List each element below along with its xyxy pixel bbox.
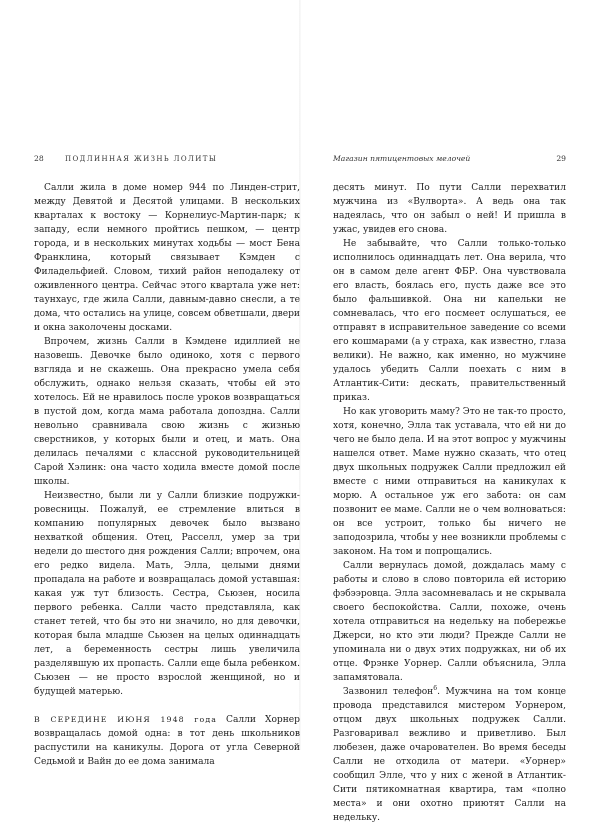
left-body-text <box>34 181 300 769</box>
left-running-title: ПОДЛИННАЯ ЖИЗНЬ ЛОЛИТЫ <box>65 155 218 163</box>
right-paragraph-4: Зазвонил телефон$^6$. Мужчина на том конце провода представился мистером Уорнером, отцом двух школьных подружек Салли. Разговаривал вежливо и приветливо. Был любезен, даже очарователен. Во время беседы Салли не отходила от матери. «Уорнер» сообщил Элле, что у них с женой в Атлантик-Сити пятикомнатная квартира, там «полно места» и они охотно приютят Салли на недельку. <box>333 684 566 823</box>
phone-rang-text: Зазвонил телефон <box>343 687 434 697</box>
right-body-text <box>333 181 566 825</box>
section-lead-rest: Салли Хорнер возвращалась домой одна: в тот день школьников распустили на каникулы. Дорога от угла Северной Седьмой и Вайн до ее дома занимала <box>34 715 301 767</box>
left-page-number: 28 <box>34 154 44 163</box>
right-paragraph-3: Салли вернулась домой, дождалась маму с работы и слово в слово повторила ей историю фэбээровца. Элла засомневалась и не скрывала своего беспокойства. Салли, похоже, очень хотела отправиться на недельку на побережье Джерси, но кто эти люди? Прежде Салли не упоминала ни о двух этих подружках, ни об их отце. Фрэнке Уорнер. Салли объяснила, Элла запамятовала. <box>333 561 566 683</box>
right-paragraph-2: Но как уговорить маму? Это не так-то просто, хотя, конечно, Элла так уставала, что ей ни до чего не было дела. И на этот вопрос у мужчины нашелся ответ. Маме нужно сказать, что отец двух школьных подружек Салли предложил ей вместе с ними отправиться на каникулах к морю. А остальное уж его забота: он сам позвонит ее маме. Салли не о чем волноваться: он все устроит, только бы ничего не заподозрила, чтобы у нее возникли проблемы с законом. На том и попрощались. <box>333 407 566 557</box>
left-paragraph-2: Впрочем, жизнь Салли в Кэмдене идиллией не назовешь. Девочке было одиноко, хотя с первого взгляда и не скажешь. Она прекрасно умела себя обслужить, однако нельзя сказать, чтобы ей это хотелось. Ей не нравилось после уроков возвращаться в пустой дом, когда мама работала допоздна. Салли невольно сравнивала свою жизнь с жизнью сверстников, у которых были и отец, и мать. Она делилась печалями с классной руководительницей Сарой Хэлинк: она часто ходила вместе домой после школы. <box>34 337 300 487</box>
left-paragraph-3: Неизвестно, были ли у Салли близкие подружки-ровесницы. Пожалуй, ее стремление влиться в компанию популярных девочек было вызвано нехваткой общения. Отец, Расселл, умер за три недели до шестого дня рождения Салли; впрочем, она его редко видела. Мать, Элла, целыми днями пропадала на работе и возвращалась домой уставшая: какая уж тут близость. Сестра, Сьюзен, носила первого ребенка. Салли часто представляла, как станет тетей, что бы это ни значило, но для девочки, которая была младше Сьюзен на целых одиннадцать лет, а беременность сестры лишь увеличила разделявшую их пропасть. Салли еще была ребенком. Сьюзен — не просто взрослой женщиной, но и будущей матерью. <box>34 491 300 697</box>
right-running-head <box>333 153 566 165</box>
right-page-number: 29 <box>556 154 566 163</box>
section-lead-in: В СЕРЕДИНЕ ИЮНЯ 1948 года <box>34 715 218 724</box>
right-running-title: Магазин пятицентовых мелочей <box>333 154 471 163</box>
left-running-head <box>34 153 300 165</box>
left-paragraph-1: Салли жила в доме номер 944 по Линден-стрит, между Девятой и Десятой улицами. В нескольких кварталах к востоку — Корнелиус-Мартин-парк; к западу, если немного пройтись пешком, — центр города, и в нескольких минутах ходьбы — мост Бена Франклина, который связывает Кэмден с Филадельфией. Словом, тихий район неподалеку от оживленного центра. Сейчас этого квартала уже нет: таунхаус, где жила Салли, давным-давно снесли, а те дома, что остались на улице, совсем обветшали, двери и окна заколочены досками. <box>34 183 300 333</box>
footnote-marker: 6 <box>433 684 438 692</box>
phone-call-text: Мужчина на том конце провода представился мистером Уорнером, отцом двух школьных подружек Салли. Разговаривал вежливо и приветливо. Был любезен, даже очарователен. Во время беседы Салли не отходила от матери. «Уорнер» сообщил Элле, что у них с женой в Атлантик-Сити пятикомнатная квартира, там «полно места» и они охотно приютят Салли на недельку. <box>333 687 566 823</box>
left-section-paragraph <box>34 713 300 769</box>
right-continuation: десять минут. По пути Салли перехватил мужчина из «Вулворта». А ведь она так надеялась, что он забыл о ней! И пришла в ужас, увидев его снова. <box>333 183 566 235</box>
right-paragraph-1: Не забывайте, что Салли только-только исполнилось одиннадцать лет. Она верила, что он в самом деле агент ФБР. Она чувствовала его власть, боялась его, пусть даже все это было фальшивкой. Она ни капельки не сомневалась, что его посмеет ослушаться, ее отправят в исправительное заведение со всеми его кошмарами (а у страха, как известно, глаза велики). Не важно, как именно, но мужчине удалось убедить Салли поехать с ним в Атлантик-Сити: дескать, правительственный приказ. <box>333 239 566 403</box>
